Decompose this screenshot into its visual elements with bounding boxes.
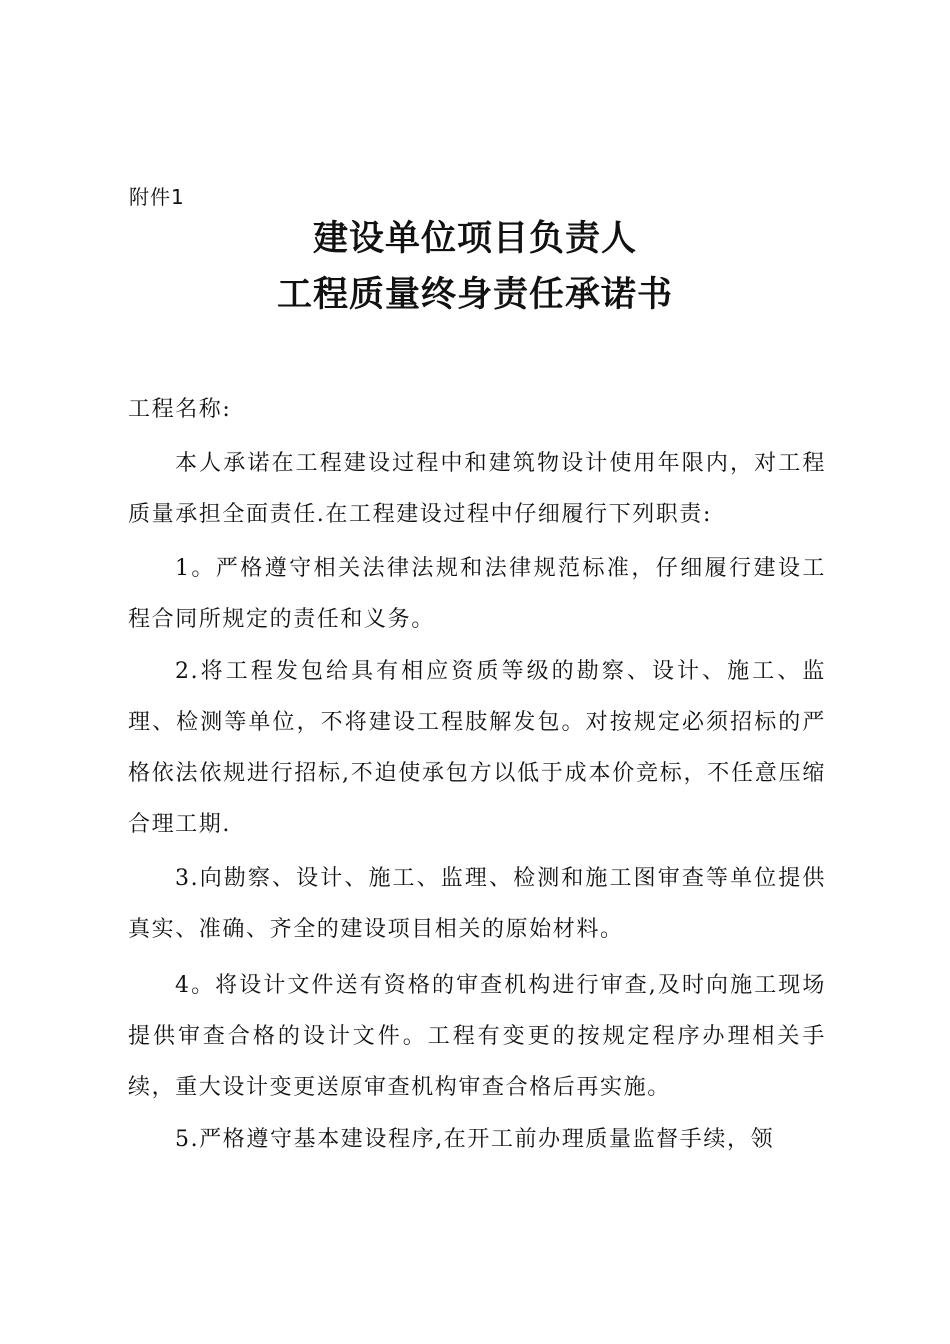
duty-item-4: 4。将设计文件送有资格的审查机构进行审查,及时向施工现场提供审查合格的设计文件。工程有变更的按规定程序办理相关手续，重大设计变更送原审查机构审查合格后再实施。 xyxy=(128,973,826,1100)
duty-item-1: 1。严格遵守相关法律法规和法律规范标准，仔细履行建设工程合同所规定的责任和义务。 xyxy=(128,556,826,632)
duty-item-2: 2.将工程发包给具有相应资质等级的勘察、设计、施工、监理、检测等单位，不将建设工程肢解发包。对按规定必须招标的严格依法依规进行招标,不迫使承包方以低于成本价竞标，不任意压缩合理工期. xyxy=(128,659,826,837)
intro-paragraph: 本人承诺在工程建设过程中和建筑物设计使用年限内，对工程质量承担全面责任.在工程建设过程中仔细履行下列职责: xyxy=(128,451,826,527)
project-name-label: 工程名称: xyxy=(128,397,232,422)
document-title-line1: 建设单位项目负责人 xyxy=(312,218,637,259)
duty-item-3: 3.向勘察、设计、施工、监理、检测和施工图审查等单位提供真实、准确、齐全的建设项目相关的原始材料。 xyxy=(128,866,826,942)
duty-item-5: 5.严格遵守基本建设程序,在开工前办理质量监督手续，领 xyxy=(175,1127,775,1152)
document-title-line2: 工程质量终身责任承诺书 xyxy=(276,274,673,315)
attachment-label: 附件1 xyxy=(129,185,185,209)
